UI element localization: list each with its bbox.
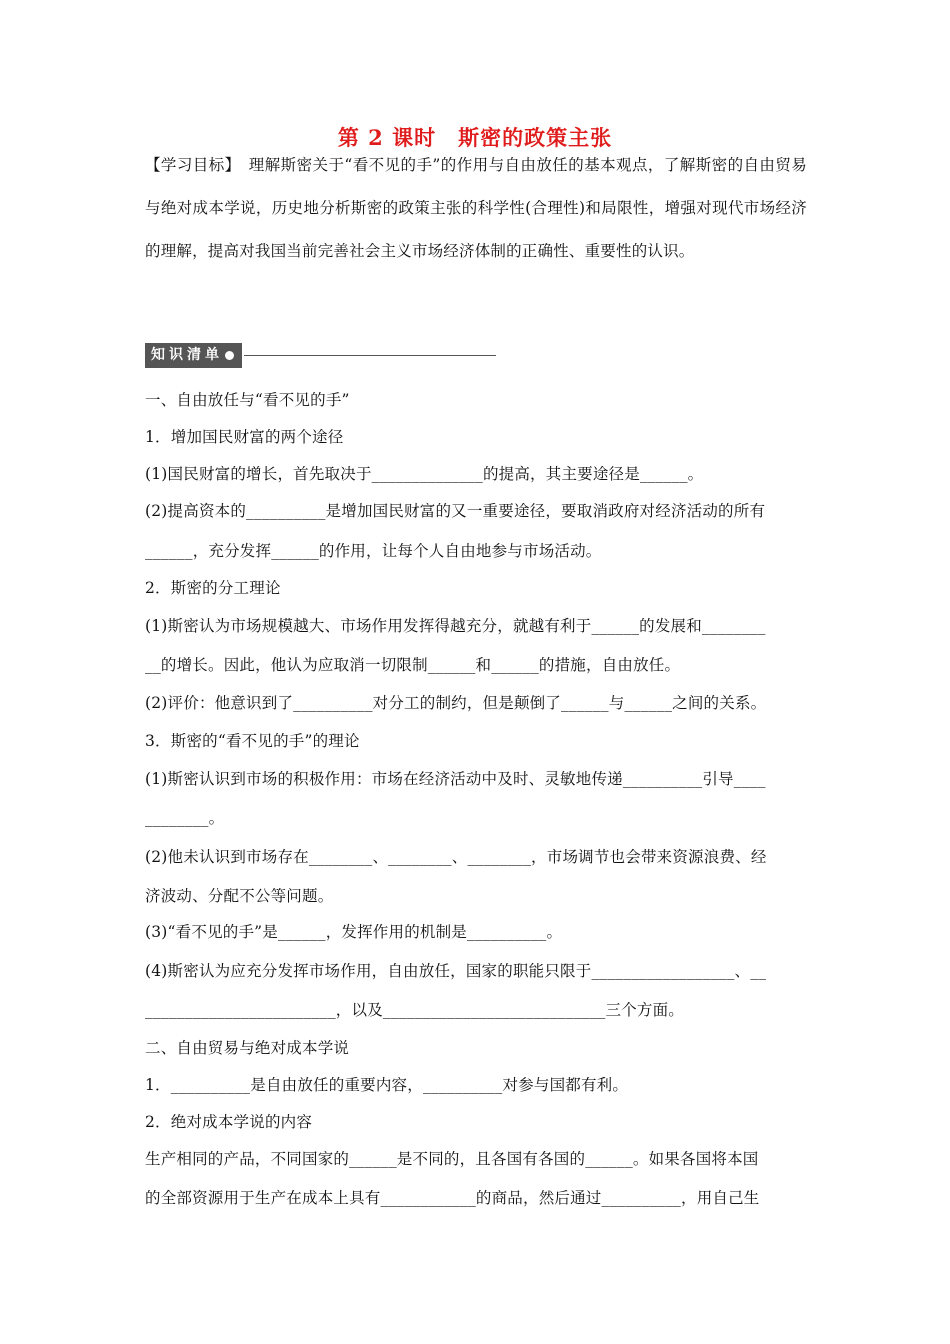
text-line: 济波动、分配不公等问题。: [145, 887, 334, 905]
text-line: (4)斯密认为应充分发挥市场作用，自由放任，国家的职能只限于__________________、__: [145, 962, 767, 980]
text-line: ______，充分发挥______的作用，让每个人自由地参与市场活动。: [145, 542, 602, 560]
subheading-3: 3．斯密的“看不见的手”的理论: [145, 732, 360, 750]
text-line: 生产相同的产品，不同国家的______是不同的，且各国有各国的______。如果各国将本国: [145, 1150, 759, 1168]
text-line: (2)评价：他意识到了__________对分工的制约，但是颠倒了______与______之间的关系。: [145, 694, 767, 712]
bullet-dot-icon: [225, 351, 234, 360]
subheading-2: 2．斯密的分工理论: [145, 579, 281, 597]
section-tag: [145, 343, 242, 368]
section-tag-label: 知识清单: [151, 347, 223, 363]
text-line: (1)斯密认识到市场的积极作用：市场在经济活动中及时、灵敏地传递__________引导____: [145, 770, 766, 788]
section-divider: [244, 355, 496, 356]
text-line: (2)他未认识到市场存在________、________、________，市场调节也会带来资源浪费、经: [145, 848, 767, 866]
text-line: (1)国民财富的增长，首先取决于______________的提高，其主要途径是______。: [145, 465, 704, 483]
text-line: 1．__________是自由放任的重要内容，__________对参与国都有利。: [145, 1076, 629, 1094]
learning-objective: 【学习目标】 理解斯密关于“看不见的手”的作用与自由放任的基本观点，了解斯密的自由贸易与绝对成本学说，历史地分析斯密的政策主张的科学性(合理性)和局限性，增强对现代市场经济的理解，提高对我国当前完善社会主义市场经济体制的正确性、重要性的认识。: [145, 156, 807, 260]
heading-part-two: 二、自由贸易与绝对成本学说: [145, 1039, 350, 1057]
text-line: 的全部资源用于生产在成本上具有____________的商品，然后通过__________，用自己生: [145, 1189, 760, 1207]
text-line: ________。: [145, 809, 225, 827]
text-line: (2)提高资本的__________是增加国民财富的又一重要途径，要取消政府对经济活动的所有: [145, 502, 766, 520]
lesson-title: 第 2 课时 斯密的政策主张: [337, 125, 613, 150]
text-line: (1)斯密认为市场规模越大、市场作用发挥得越充分，就越有利于______的发展和________: [145, 617, 766, 635]
text-line: __的增长。因此，他认为应取消一切限制______和______的措施，自由放任。: [145, 656, 681, 674]
subheading-4: 2．绝对成本学说的内容: [145, 1113, 313, 1131]
section-header: [145, 343, 496, 368]
heading-part-one: 一、自由放任与“看不见的手”: [145, 391, 350, 409]
text-line: ________________________，以及____________________________三个方面。: [145, 1001, 685, 1019]
subheading-1: 1．增加国民财富的两个途径: [145, 428, 344, 446]
text-line: (3)“看不见的手”是______，发挥作用的机制是__________。: [145, 923, 563, 941]
